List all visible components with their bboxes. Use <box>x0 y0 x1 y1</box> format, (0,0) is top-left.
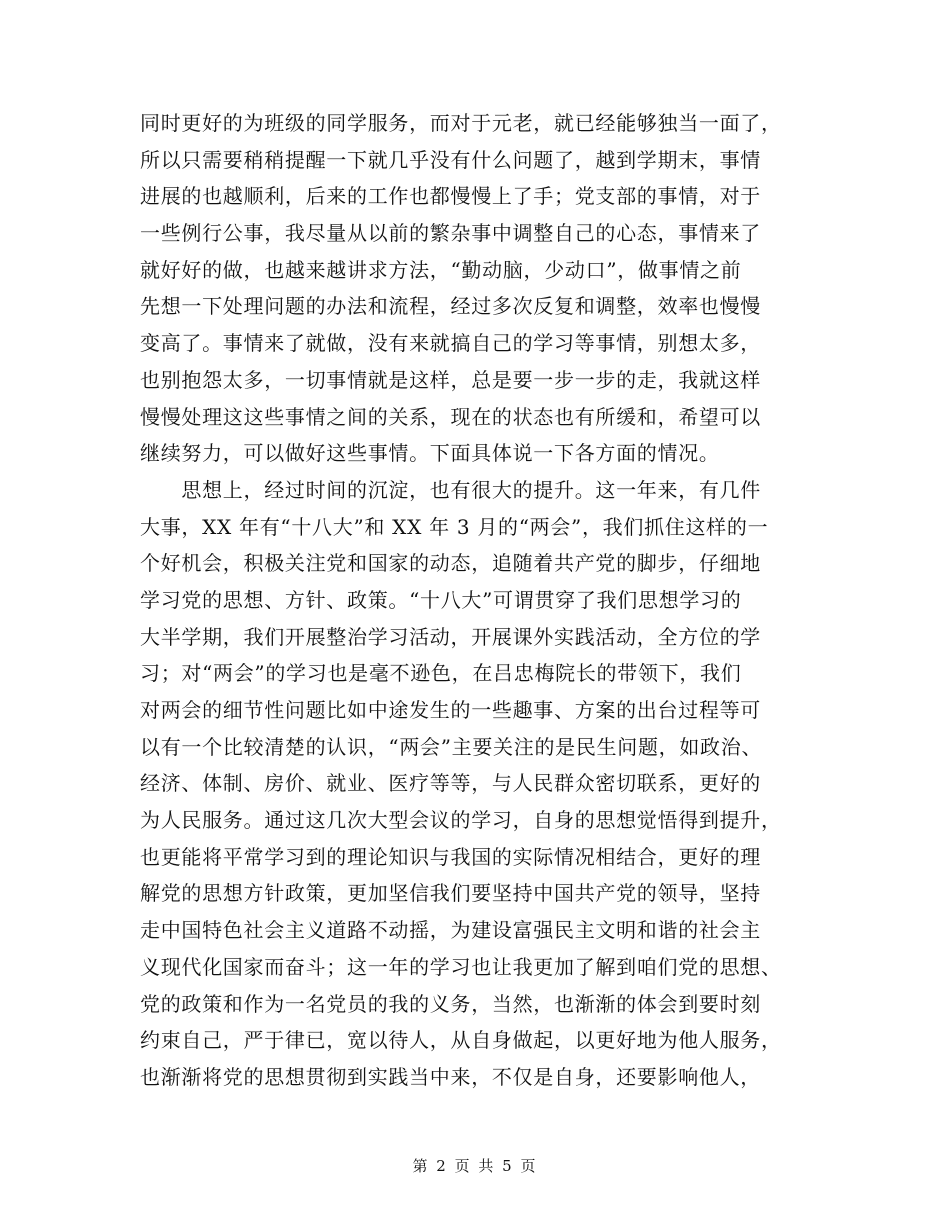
text-line: 思想上，经过时间的沉淀，也有很大的提升。这一年来，有几件 <box>140 477 761 502</box>
text-line: 习；对“两会”的学习也是毫不逊色，在吕忠梅院长的带领下，我们 <box>140 661 742 686</box>
text-line: 大事，XX 年有“十八大”和 XX 年 3 月的“两会”，我们抓住这样的一 <box>140 514 769 539</box>
text-line: 个好机会，积极关注党和国家的动态，追随着共产党的脚步，仔细地 <box>140 551 761 576</box>
text-line: 大半学期，我们开展整治学习活动，开展课外实践活动，全方位的学 <box>140 624 761 649</box>
text-line: 也渐渐将党的思想贯彻到实践当中来，不仅是自身，还要影响他人， <box>140 1064 761 1089</box>
page-number: 第 2 页 共 5 页 <box>412 1157 538 1175</box>
text-line: 为人民服务。通过这几次大型会议的学习，自身的思想觉悟得到提升， <box>140 808 782 833</box>
text-line: 党的政策和作为一名党员的我的义务，当然，也渐渐的体会到要时刻 <box>140 991 761 1016</box>
text-line: 也别抱怨太多，一切事情就是这样，总是要一步一步的走，我就这样 <box>140 367 761 392</box>
text-line: 经济、体制、房价、就业、医疗等等，与人民群众密切联系，更好的 <box>140 771 761 796</box>
text-line: 以有一个比较清楚的认识，“两会”主要关注的是民生问题，如政治、 <box>140 734 763 759</box>
text-line: 进展的也越顺利，后来的工作也都慢慢上了手；党支部的事情，对于 <box>140 184 761 209</box>
text-line: 对两会的细节性问题比如中途发生的一些趣事、方案的出台过程等可 <box>140 698 761 722</box>
text-line: 走中国特色社会主义道路不动摇，为建设富强民主文明和谐的社会主 <box>140 918 761 943</box>
text-line: 同时更好的为班级的同学服务，而对于元老，就已经能够独当一面了， <box>140 111 782 135</box>
text-line: 学习党的思想、方针、政策。“十八大”可谓贯穿了我们思想学习的 <box>140 587 742 612</box>
text-line: 慢慢处理这这些事情之间的关系，现在的状态也有所缓和，希望可以 <box>140 404 761 429</box>
text-line: 先想一下处理问题的办法和流程，经过多次反复和调整，效率也慢慢 <box>140 294 761 319</box>
page-footer <box>0 1155 950 1176</box>
text-line: 也更能将平常学习到的理论知识与我国的实际情况相结合，更好的理 <box>140 844 761 869</box>
text-line: 约束自己，严于律已，宽以待人，从自身做起，以更好地为他人服务， <box>140 1028 782 1053</box>
text-line: 解党的思想方针政策，更加坚信我们要坚持中国共产党的领导，坚持 <box>140 881 761 906</box>
text-line: 所以只需要稍稍提醒一下就几乎没有什么问题了，越到学期末，事情 <box>140 147 761 172</box>
text-line: 一些例行公事，我尽量从以前的繁杂事中调整自己的心态，事情来了 <box>140 221 761 246</box>
text-line: 就好好的做，也越来越讲求方法，“勤动脑，少动口”，做事情之前 <box>140 257 742 282</box>
text-line: 义现代化国家而奋斗；这一年的学习也让我更加了解到咱们党的思想、 <box>140 954 782 979</box>
text-line: 继续努力，可以做好这些事情。下面具体说一下各方面的情况。 <box>140 441 720 466</box>
text-line: 变高了。事情来了就做，没有来就搞自己的学习等事情，别想太多， <box>140 331 761 356</box>
body-text <box>140 105 805 1096</box>
